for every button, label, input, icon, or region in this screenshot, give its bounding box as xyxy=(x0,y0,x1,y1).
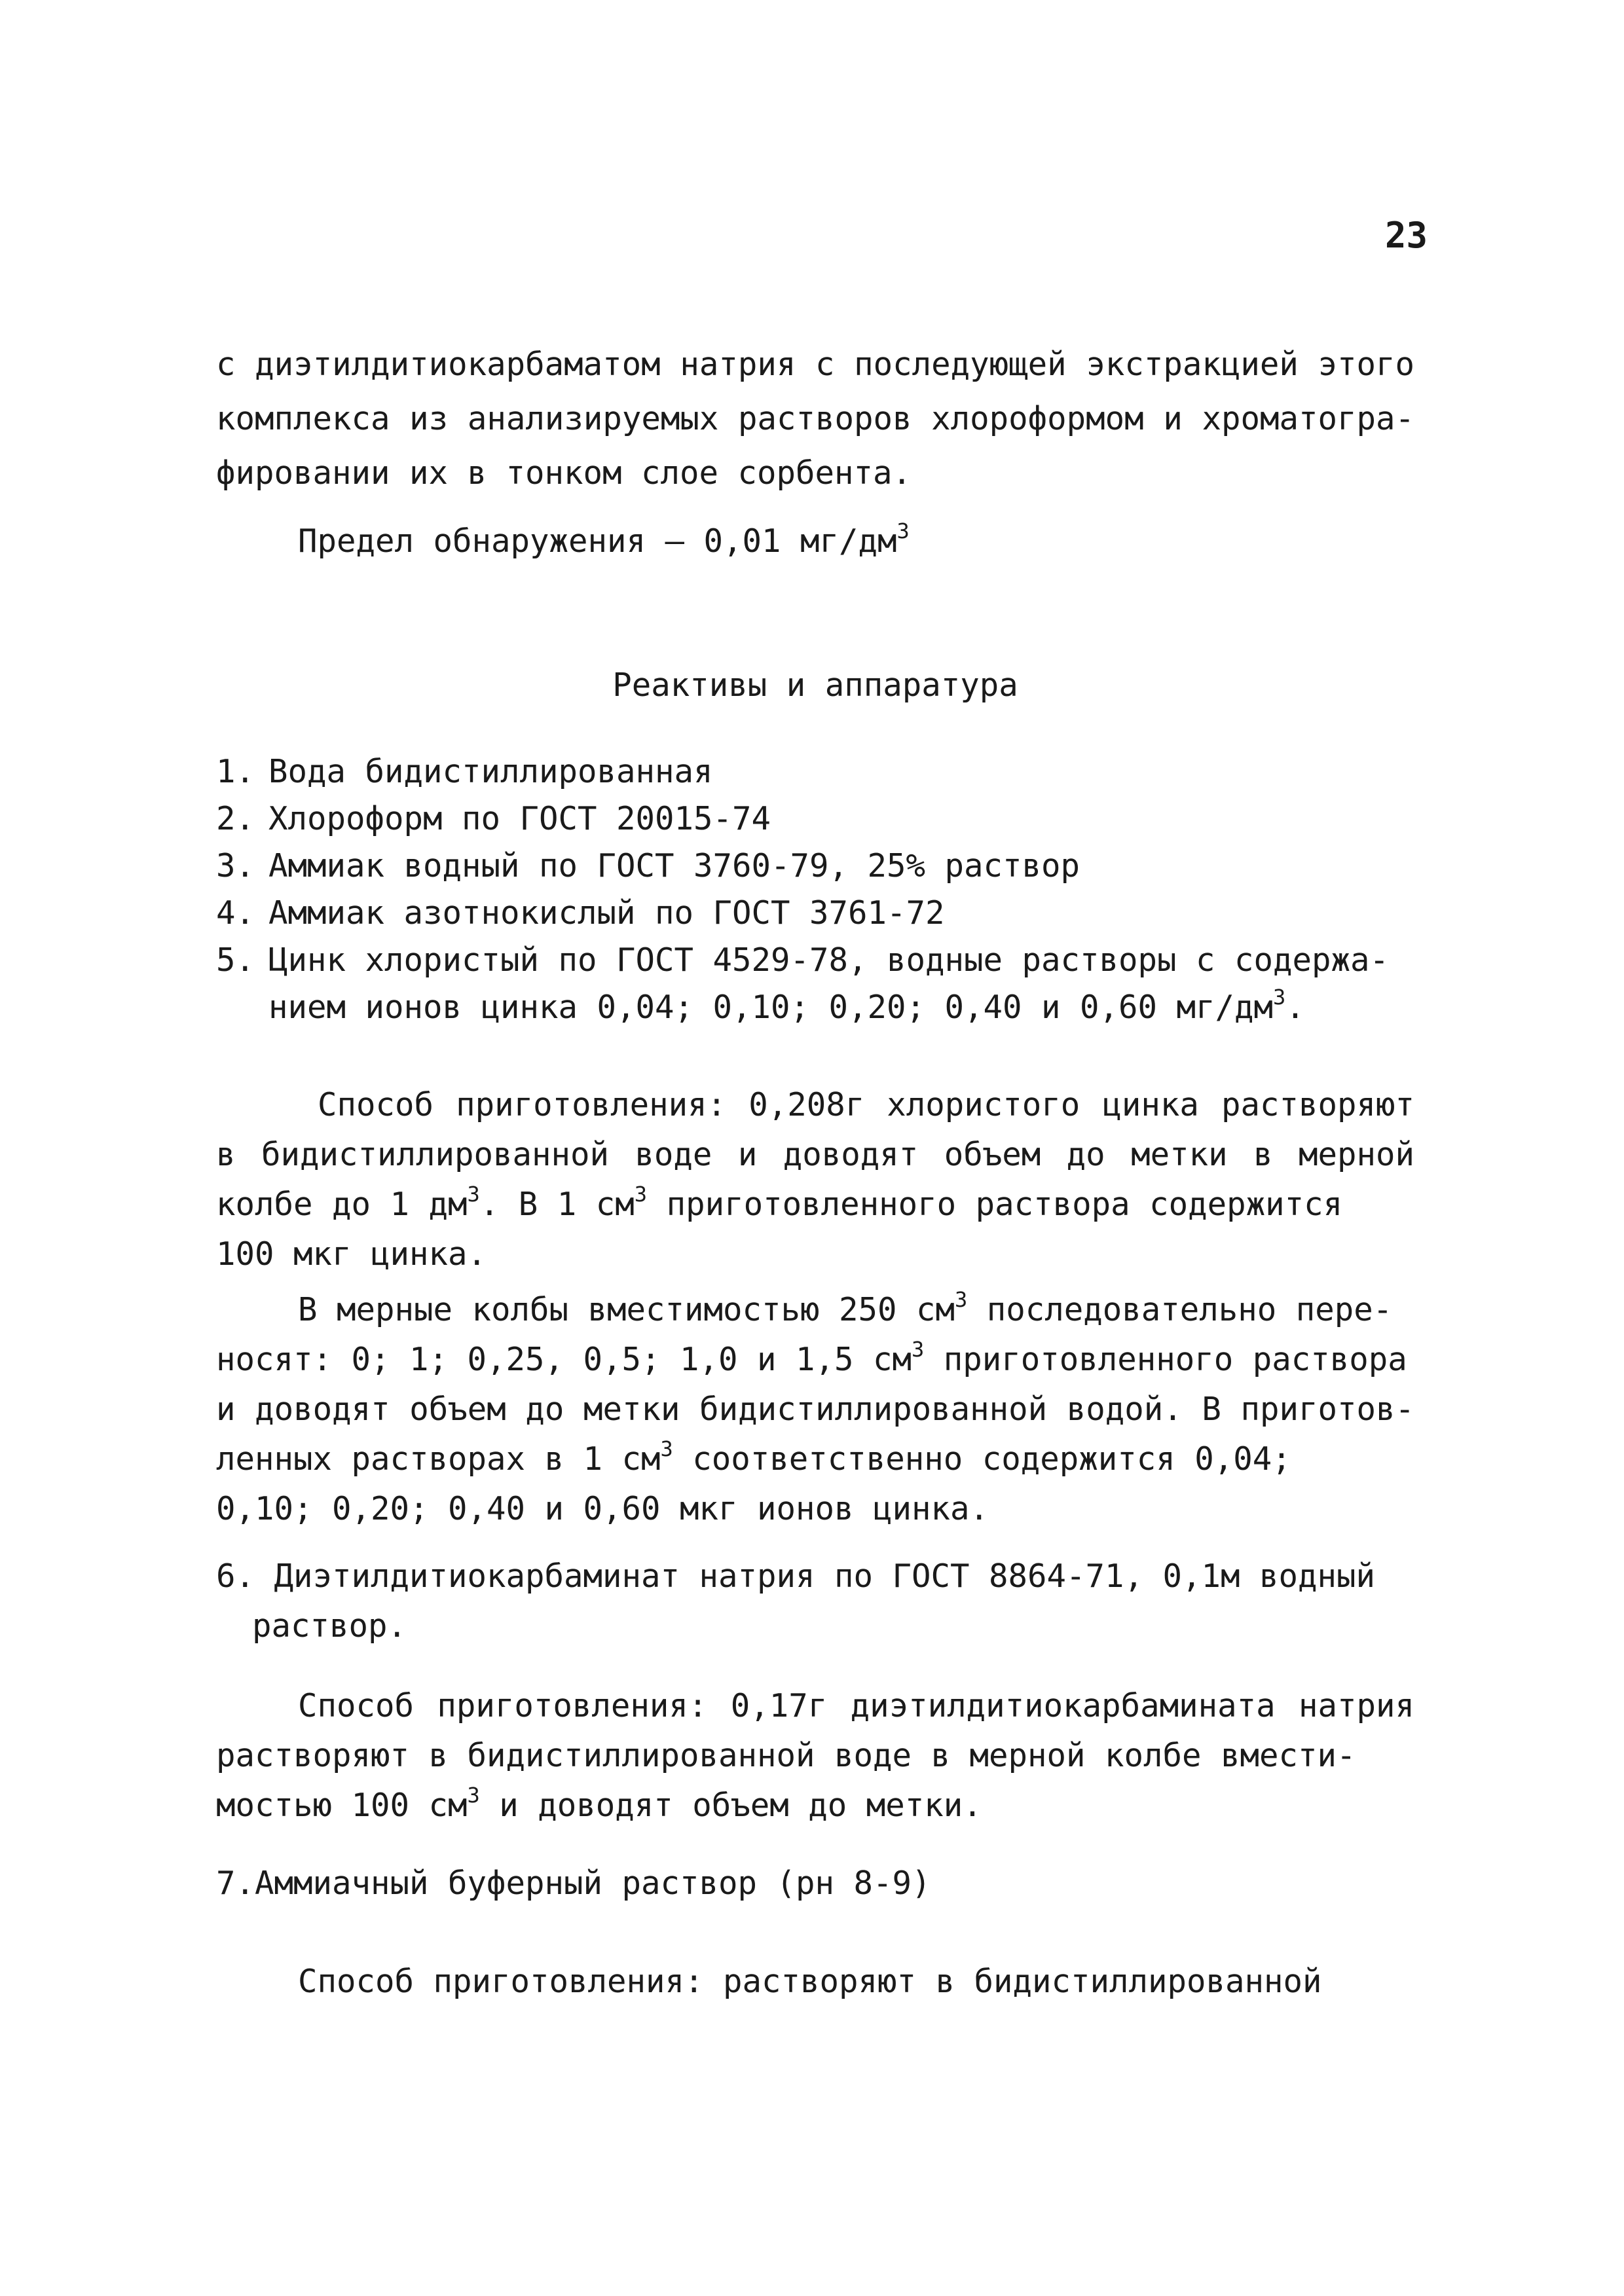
prep1-line-3: колбе до 1 $дм^3$. В 1 $см^3$ приготовленного раствора содержится xyxy=(216,1181,1343,1223)
item-6 xyxy=(216,1552,1414,1651)
prep2-line-5: 0,10; 0,20; 0,40 и 0,60 мкг ионов цинка. xyxy=(216,1490,989,1527)
prep3-line-1: Способ приготовления: 0,17г диэтилдитиокарбамината натрия xyxy=(298,1687,1414,1724)
intro-line-3: фировании их в тонком слое сорбента. xyxy=(216,454,912,492)
list-item: 3. Аммиак водный по ГОСТ 3760-79, 25% раствор xyxy=(216,847,1080,884)
detection-limit-text: Предел обнаружения – 0,01 мг/дм xyxy=(298,522,897,560)
prep2-line-4: ленных растворах в 1 $см^3$ соответственно содержится 0,04; xyxy=(216,1436,1291,1478)
prep4-line: Способ приготовления: растворяют в бидистиллированной xyxy=(298,1963,1322,2000)
prep-paragraph-4 xyxy=(298,1954,1322,2009)
item7-line: 7.Аммиачный буферный раствор (рн 8-9) xyxy=(216,1865,931,1902)
list-item-continuation: нием ионов цинка 0,04; 0,10; 0,20; 0,40 и 0,60 $мг/дм^3$. xyxy=(268,984,1305,1026)
list-item: 5. Цинк хлористый по ГОСТ 4529-78, водные растворы с содержа- xyxy=(216,941,1390,979)
prep-paragraph-2 xyxy=(216,1285,1414,1534)
list-item: 1. Вода бидистиллированная xyxy=(216,753,713,790)
section-heading xyxy=(216,658,1414,712)
item6-line-2: раствор. xyxy=(252,1607,407,1645)
detection-limit-sup: 3 xyxy=(896,518,910,543)
page-number: 23 xyxy=(1384,215,1428,256)
detection-limit xyxy=(298,514,910,568)
prep1-line-1: Способ приготовления: 0,208г хлористого цинка растворяют xyxy=(318,1086,1414,1123)
reagents-list xyxy=(216,748,1447,1031)
prep-paragraph-1 xyxy=(216,1080,1414,1279)
list-item: 4. Аммиак азотнокислый по ГОСТ 3761-72 xyxy=(216,894,945,932)
prep2-line-1: В мерные колбы вместимостью 250 $см^3$ последовательно пере- xyxy=(298,1286,1393,1328)
prep2-line-3: и доводят объем до метки бидистиллированной водой. В приготов- xyxy=(216,1391,1414,1428)
prep3-line-3: мостью 100 $см^3$ и доводят объем до метки. xyxy=(216,1782,982,1824)
section-heading-text: Реактивы и аппаратура xyxy=(612,666,1018,704)
prep3-line-2: растворяют в бидистиллированной воде в мерной колбе вмести- xyxy=(216,1737,1356,1774)
prep2-line-2: носят: 0; 1; 0,25, 0,5; 1,0 и 1,5 $см^3$ приготовленного раствора xyxy=(216,1336,1407,1378)
intro-line-2: комплекса из анализируемых растворов хлороформом и хроматогра- xyxy=(216,400,1414,437)
item-7 xyxy=(216,1856,931,1910)
list-item: 2. Хлороформ по ГОСТ 20015-74 xyxy=(216,800,771,837)
prep-paragraph-3 xyxy=(216,1681,1414,1831)
prep1-line-2: в бидистиллированной воде и доводят объем до метки в мерной xyxy=(216,1136,1414,1173)
intro-paragraph xyxy=(216,337,1414,500)
prep1-line-4: 100 мкг цинка. xyxy=(216,1235,487,1273)
intro-line-1: с диэтилдитиокарбаматом натрия с последующей экстракцией этого xyxy=(216,346,1414,383)
item6-line-1: 6. Диэтилдитиокарбаминат натрия по ГОСТ 8864-71, 0,1м водный xyxy=(216,1558,1376,1595)
